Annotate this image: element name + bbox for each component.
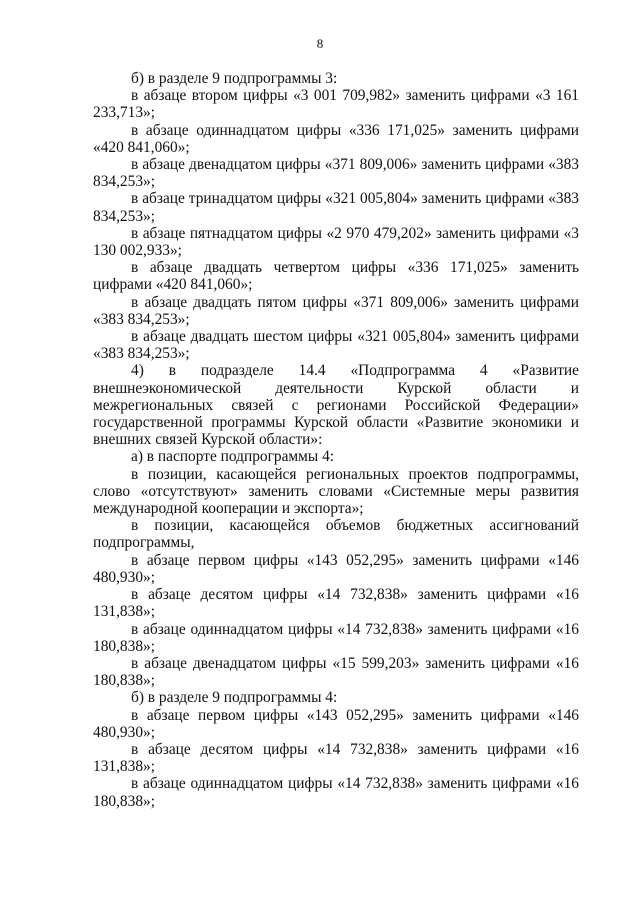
page-number: 8 — [316, 36, 324, 51]
paragraph: а) в паспорте подпрограммы 4: — [131, 448, 335, 466]
paragraph: в абзаце первом цифры «143 052,295» заменить цифрами «146 480,930»; — [93, 551, 579, 586]
paragraph: в абзаце тринадцатом цифры «321 005,804» заменить цифрами «383 834,253»; — [93, 190, 579, 225]
paragraph: в позиции, касающейся региональных проектов подпрограммы, слово «отсутствуют» заменить словами «Системные меры развития международной кооперации и экспорта»; — [93, 465, 579, 518]
paragraph: в абзаце двенадцатом цифры «371 809,006» заменить цифрами «383 834,253»; — [93, 156, 579, 191]
paragraph: в абзаце одиннадцатом цифры «14 732,838» заменить цифрами «16 180,838»; — [93, 775, 579, 810]
paragraph: в абзаце пятнадцатом цифры «2 970 479,202» заменить цифрами «3 130 002,933»; — [93, 224, 579, 260]
paragraph: в абзаце двенадцатом цифры «15 599,203» заменить цифрами «16 180,838»; — [93, 654, 579, 690]
document-body — [93, 70, 579, 810]
paragraph: 4) в подразделе 14.4 «Подпрограмма 4 «Развитие внешнеэкономической деятельности Курской области и межрегиональных связей с регионами Российской Федерации» государственной программы Курской области «Развитие экономики и внешних связей Курской области»: — [93, 362, 579, 449]
paragraph: в абзаце десятом цифры «14 732,838» заменить цифрами «16 131,838»; — [93, 586, 579, 621]
paragraph: в абзаце двадцать шестом цифры «321 005,804» заменить цифрами «383 834,253»; — [93, 328, 579, 363]
paragraph: в абзаце десятом цифры «14 732,838» заменить цифрами «16 131,838»; — [93, 740, 579, 776]
paragraph: в абзаце одиннадцатом цифры «336 171,025» заменить цифрами «420 841,060»; — [93, 121, 579, 156]
paragraph: в абзаце двадцать четвертом цифры «336 171,025» заменить цифрами «420 841,060»; — [93, 259, 579, 294]
paragraph: б) в разделе 9 подпрограммы 3: — [131, 70, 338, 87]
paragraph: в абзаце втором цифры «3 001 709,982» заменить цифрами «3 161 233,713»; — [93, 87, 579, 122]
paragraph: б) в разделе 9 подпрограммы 4: — [131, 689, 338, 707]
paragraph: в абзаце двадцать пятом цифры «371 809,006» заменить цифрами «383 834,253»; — [93, 293, 579, 328]
paragraph: в абзаце одиннадцатом цифры «14 732,838» заменить цифрами «16 180,838»; — [93, 620, 579, 655]
paragraph: в абзаце первом цифры «143 052,295» заменить цифрами «146 480,930»; — [93, 706, 579, 741]
paragraph: в позиции, касающейся объемов бюджетных ассигнований подпрограммы, — [93, 517, 579, 552]
